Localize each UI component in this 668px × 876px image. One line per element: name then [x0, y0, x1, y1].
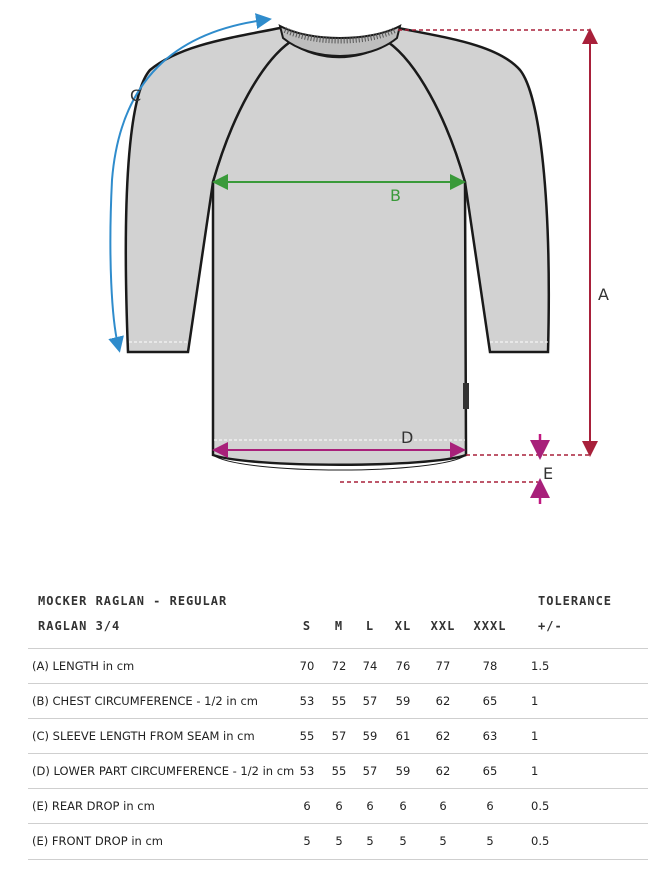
tolerance-value: 1	[531, 764, 539, 778]
row-label: (A) LENGTH in cm	[32, 659, 135, 673]
table-row	[28, 823, 648, 860]
tolerance-value: 1.5	[531, 659, 550, 673]
size-value-xxl: 6	[439, 799, 447, 813]
table-row	[28, 718, 648, 754]
size-value-s: 53	[299, 694, 315, 708]
size-header-m: M	[334, 619, 344, 633]
size-value-xxl: 62	[435, 729, 451, 743]
size-value-l: 74	[362, 659, 378, 673]
size-value-xxxl: 65	[482, 694, 498, 708]
size-value-xl: 5	[399, 834, 407, 848]
tolerance-value: 0.5	[531, 799, 550, 813]
size-value-xxxl: 65	[482, 764, 498, 778]
size-value-s: 55	[299, 729, 315, 743]
label-b: B	[390, 186, 401, 205]
size-value-xl: 59	[395, 694, 411, 708]
size-value-xxl: 77	[435, 659, 451, 673]
row-label: (E) REAR DROP in cm	[32, 799, 155, 813]
tolerance-sub: +/-	[538, 619, 563, 633]
size-value-xxl: 5	[439, 834, 447, 848]
size-header-l: L	[365, 619, 375, 633]
size-value-l: 57	[362, 764, 378, 778]
size-value-m: 6	[335, 799, 343, 813]
size-value-xl: 6	[399, 799, 407, 813]
table-row	[28, 683, 648, 719]
table-row	[28, 648, 648, 684]
garment-body	[213, 42, 466, 465]
table-row	[28, 788, 648, 824]
size-value-m: 72	[331, 659, 347, 673]
size-value-m: 55	[331, 764, 347, 778]
size-value-xl: 76	[395, 659, 411, 673]
size-value-m: 5	[335, 834, 343, 848]
size-value-xxxl: 63	[482, 729, 498, 743]
size-value-l: 5	[366, 834, 374, 848]
row-label: (E) FRONT DROP in cm	[32, 834, 163, 848]
size-value-xxxl: 5	[486, 834, 494, 848]
size-value-s: 5	[303, 834, 311, 848]
size-header-s: S	[302, 619, 312, 633]
size-value-l: 6	[366, 799, 374, 813]
size-header-xxl: XXL	[430, 619, 456, 633]
tolerance-value: 0.5	[531, 834, 550, 848]
table-title: MOCKER RAGLAN - REGULAR	[38, 594, 228, 608]
size-value-s: 70	[299, 659, 315, 673]
tolerance-value: 1	[531, 694, 539, 708]
tolerance-header: TOLERANCE	[538, 594, 613, 608]
size-value-m: 55	[331, 694, 347, 708]
label-e: E	[543, 464, 554, 483]
side-tag	[463, 383, 469, 409]
row-label: (B) CHEST CIRCUMFERENCE - 1/2 in cm	[32, 694, 258, 708]
size-value-xxl: 62	[435, 764, 451, 778]
table-subtitle: RAGLAN 3/4	[38, 619, 121, 633]
row-label: (D) LOWER PART CIRCUMFERENCE - 1/2 in cm	[32, 764, 295, 778]
size-value-xl: 59	[395, 764, 411, 778]
size-value-s: 6	[303, 799, 311, 813]
size-header-xxxl: XXXL	[473, 619, 507, 633]
size-value-xxxl: 6	[486, 799, 494, 813]
size-value-xl: 61	[395, 729, 411, 743]
label-a: A	[598, 285, 609, 304]
label-d: D	[401, 428, 414, 447]
size-value-s: 53	[299, 764, 315, 778]
tolerance-value: 1	[531, 729, 539, 743]
size-value-m: 57	[331, 729, 347, 743]
size-value-l: 59	[362, 729, 378, 743]
table-row	[28, 753, 648, 789]
row-label: (C) SLEEVE LENGTH FROM SEAM in cm	[32, 729, 255, 743]
size-value-xxl: 62	[435, 694, 451, 708]
size-value-l: 57	[362, 694, 378, 708]
size-value-xxxl: 78	[482, 659, 498, 673]
size-header-xl: XL	[394, 619, 412, 633]
label-c: C	[130, 86, 142, 105]
